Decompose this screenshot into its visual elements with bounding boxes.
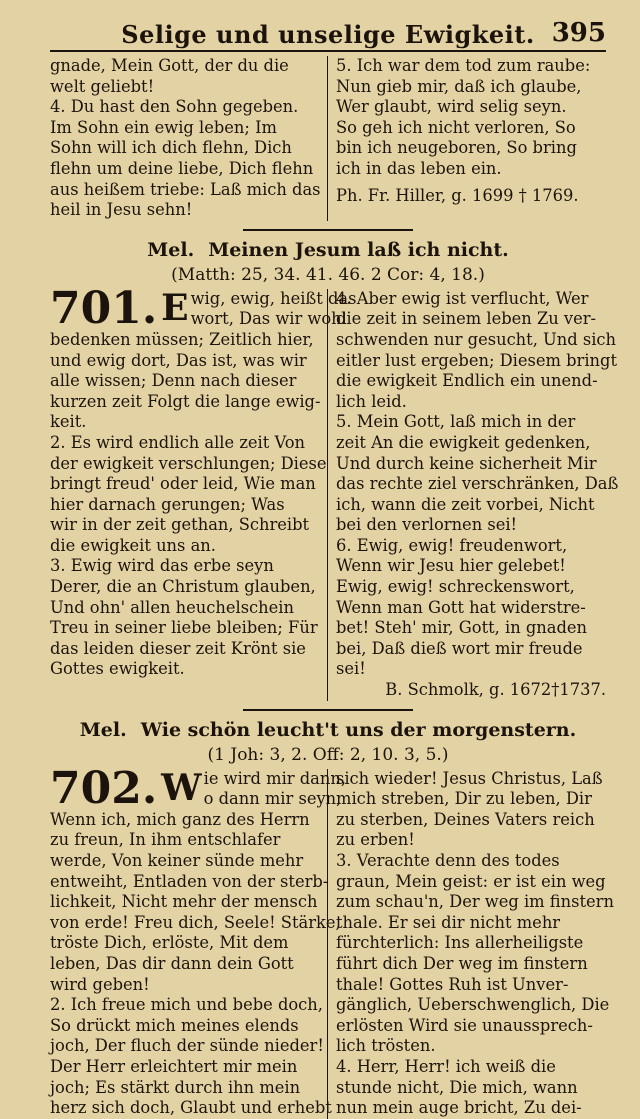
text-line: 6. Ewig, ewig! freudenwort, <box>336 535 568 555</box>
text-line: hier darnach gerungen; Was <box>50 494 285 514</box>
opening-lines <box>204 769 346 810</box>
text-line: lichkeit, Nicht mehr der mensch <box>50 892 318 912</box>
text-line: 3. Ewig wird das erbe seyn <box>50 556 274 576</box>
text-line: graun, Mein geist: er ist ein weg <box>336 871 606 891</box>
text-line: die ewigkeit Endlich ein unend- <box>336 371 598 391</box>
left-column <box>50 56 328 221</box>
text-line: wird geben! <box>50 974 150 994</box>
text-line: ich in das leben ein. <box>336 158 502 178</box>
text-line: So geh ich nicht verloren, So <box>336 117 576 137</box>
text-line: wort, Das wir wohl <box>190 309 347 329</box>
text-line: das rechte ziel verschränken, Daß <box>336 474 619 494</box>
text-line: mich streben, Dir zu leben, Dir <box>336 789 592 809</box>
text-line: tröste Dich, erlöste, Mit dem <box>50 933 289 953</box>
text-line: 5. Mein Gott, laß mich in der <box>336 412 576 432</box>
text-line: 5. Ich war dem tod zum raube: <box>336 56 591 75</box>
text-line: zeit An die ewigkeit gedenken, <box>336 432 591 452</box>
text-line: zu erben! <box>336 830 415 850</box>
text-line: der ewigkeit verschlungen; Diese <box>50 453 327 473</box>
text-line: sei! <box>336 659 366 679</box>
melody-label: Mel. <box>147 238 195 261</box>
text-line: herz sich doch, Glaubt und erhebt <box>50 1098 332 1118</box>
text-line: bei den verlornen sei! <box>336 515 518 535</box>
text-line: bet! Steh' mir, Gott, in gnaden <box>336 618 588 638</box>
text-line: lich leid. <box>336 391 407 411</box>
text-line: So drückt mich meines elends <box>50 1015 299 1035</box>
text-line: kurzen zeit Folgt die lange ewig- <box>50 391 321 411</box>
text-line: die ewigkeit uns an. <box>50 535 216 555</box>
text-line: Gottes ewigkeit. <box>50 659 185 679</box>
hymn-opening <box>50 282 357 334</box>
text-line: 4. Aber ewig ist verflucht, Wer <box>336 288 589 308</box>
text-line: lich trösten. <box>336 1036 436 1056</box>
text-line: nun mein auge bricht, Zu dei- <box>336 1098 582 1118</box>
text-line: Im Sohn ein ewig leben; Im <box>50 117 277 137</box>
text-line: o dann mir seyn, <box>203 789 342 809</box>
text-line: fürchterlich: Ins allerheiligste <box>336 933 584 953</box>
text-line: alle wissen; Denn nach dieser <box>50 371 297 391</box>
hymn-701 <box>50 282 619 701</box>
text-line: führt dich Der weg im finstern <box>336 953 588 973</box>
text-line: 4. Du hast den Sohn gegeben. <box>50 97 299 117</box>
scripture-reference: (Matth: 25, 34. 41. 46. 2 Cor: 4, 18.) <box>171 264 485 285</box>
text-line: zum schau'n, Der weg im finstern <box>336 892 614 912</box>
text-line: 2. Es wird endlich alle zeit Von <box>50 432 306 452</box>
text-line: bringt freud' oder leid, Wie man <box>50 474 316 494</box>
melody-label: Mel. <box>79 718 127 741</box>
hymn-number: 702. <box>50 762 158 814</box>
text-line: Wenn wir Jesu hier gelebet! <box>336 556 566 576</box>
text-line: thale. Er sei dir nicht mehr <box>336 912 561 932</box>
text-line: zu freun, In ihm entschlafer <box>50 830 281 850</box>
text-line: Treu in seiner liebe bleiben; Für <box>50 618 318 638</box>
text-line: Ewig, ewig! schreckenswort, <box>336 577 575 597</box>
text-line: Sohn will ich dich flehn, Dich <box>50 138 292 158</box>
text-line: bedenken müssen; Zeitlich hier, <box>50 329 314 349</box>
drop-cap: W <box>161 766 202 809</box>
right-column <box>328 768 614 1119</box>
hymn-number: 701. <box>50 282 158 334</box>
attribution: B. Schmolk, g. 1672†1737. <box>385 680 606 700</box>
text-line: entweiht, Entladen von der sterb- <box>50 871 329 891</box>
page-title: Selige und unselige Ewigkeit. <box>121 20 535 49</box>
text-line: 3. Verachte denn des todes <box>336 851 560 870</box>
text-line: bei, Daß dieß wort mir freude <box>336 638 583 658</box>
text-line: bin ich neugeboren, So bring <box>336 138 577 158</box>
text-line: Und ohn' allen heuchelschein <box>50 597 294 617</box>
left-column <box>50 282 357 701</box>
text-line: Wer glaubt, wird selig seyn. <box>336 97 567 117</box>
text-line: Der Herr erleichtert mir mein <box>50 1056 298 1076</box>
text-line: keit. <box>50 412 87 432</box>
text-line: joch, Der fluch der sünde nieder! <box>50 1036 324 1056</box>
text-line: wig, ewig, heißt das <box>190 288 357 308</box>
text-line: erlösten Wird sie unaussprech- <box>336 1015 593 1035</box>
text-line: welt geliebt! <box>50 76 155 96</box>
text-line: flehn um deine liebe, Dich flehn <box>50 158 314 178</box>
text-line: thale! Gottes Ruh ist Unver- <box>336 974 569 994</box>
text-line: leben, Das dir dann dein Gott <box>50 953 294 973</box>
text-line: sich wieder! Jesus Christus, Laß <box>336 768 603 788</box>
running-header <box>50 10 606 52</box>
text-line: Wenn man Gott hat widerstre- <box>336 597 586 617</box>
melody-title: Wie schön leucht't uns der morgenstern. <box>140 718 577 741</box>
text-line: ich, wann die zeit vorbei, Nicht <box>336 494 595 514</box>
text-line: gänglich, Ueberschwenglich, Die <box>336 995 610 1015</box>
text-line: ie wird mir dann, <box>203 768 347 788</box>
text-line: gnade, Mein Gott, der du die <box>50 56 289 75</box>
text-line: stunde nicht, Die mich, wann <box>336 1077 578 1097</box>
text-line: Und durch keine sicherheit Mir <box>336 453 597 473</box>
text-line: von erde! Freu dich, Seele! Stärke, <box>50 912 341 932</box>
left-column <box>50 762 347 1119</box>
text-line: wir in der zeit gethan, Schreibt <box>50 515 310 535</box>
text-line: zu sterben, Deines Vaters reich <box>336 809 595 829</box>
text-line: werde, Von keiner sünde mehr <box>50 851 304 870</box>
page-number: 395 <box>551 18 606 48</box>
attribution: Ph. Fr. Hiller, g. 1699 † 1769. <box>336 185 579 205</box>
text-line: und ewig dort, Das ist, was wir <box>50 350 307 370</box>
text-line: die zeit in seinem leben Zu ver- <box>336 309 597 329</box>
previous-hymn-continuation <box>50 56 606 221</box>
text-line: heil in Jesu sehn! <box>50 200 193 220</box>
melody-title: Meinen Jesum laß ich nicht. <box>208 238 509 261</box>
text-line: Nun gieb mir, daß ich glaube, <box>336 76 582 96</box>
section-divider <box>243 709 413 711</box>
text-line: schwenden nur gesucht, Und sich <box>336 329 617 349</box>
text-line: eitler lust ergeben; Diesem bringt <box>336 350 617 370</box>
text-line: aus heißem triebe: Laß mich das <box>50 179 321 199</box>
right-column <box>328 288 619 701</box>
drop-cap: E <box>161 286 189 329</box>
section-divider <box>243 229 413 231</box>
text-line: 2. Ich freue mich und bebe doch, <box>50 995 323 1015</box>
text-line: Wenn ich, mich ganz des Herrn <box>50 809 310 829</box>
melody-line <box>50 237 606 263</box>
text-line: 4. Herr, Herr! ich weiß die <box>336 1056 556 1076</box>
melody-line <box>50 717 606 743</box>
text-line: joch; Es stärkt durch ihn mein <box>50 1077 301 1097</box>
right-column <box>328 56 606 221</box>
scripture-reference: (1 Joh: 3, 2. Off: 2, 10. 3, 5.) <box>207 744 449 765</box>
hymn-702 <box>50 762 614 1119</box>
text-line: Derer, die an Christum glauben, <box>50 577 316 597</box>
hymn-opening <box>50 762 347 814</box>
text-line: das leiden dieser zeit Krönt sie <box>50 638 306 658</box>
